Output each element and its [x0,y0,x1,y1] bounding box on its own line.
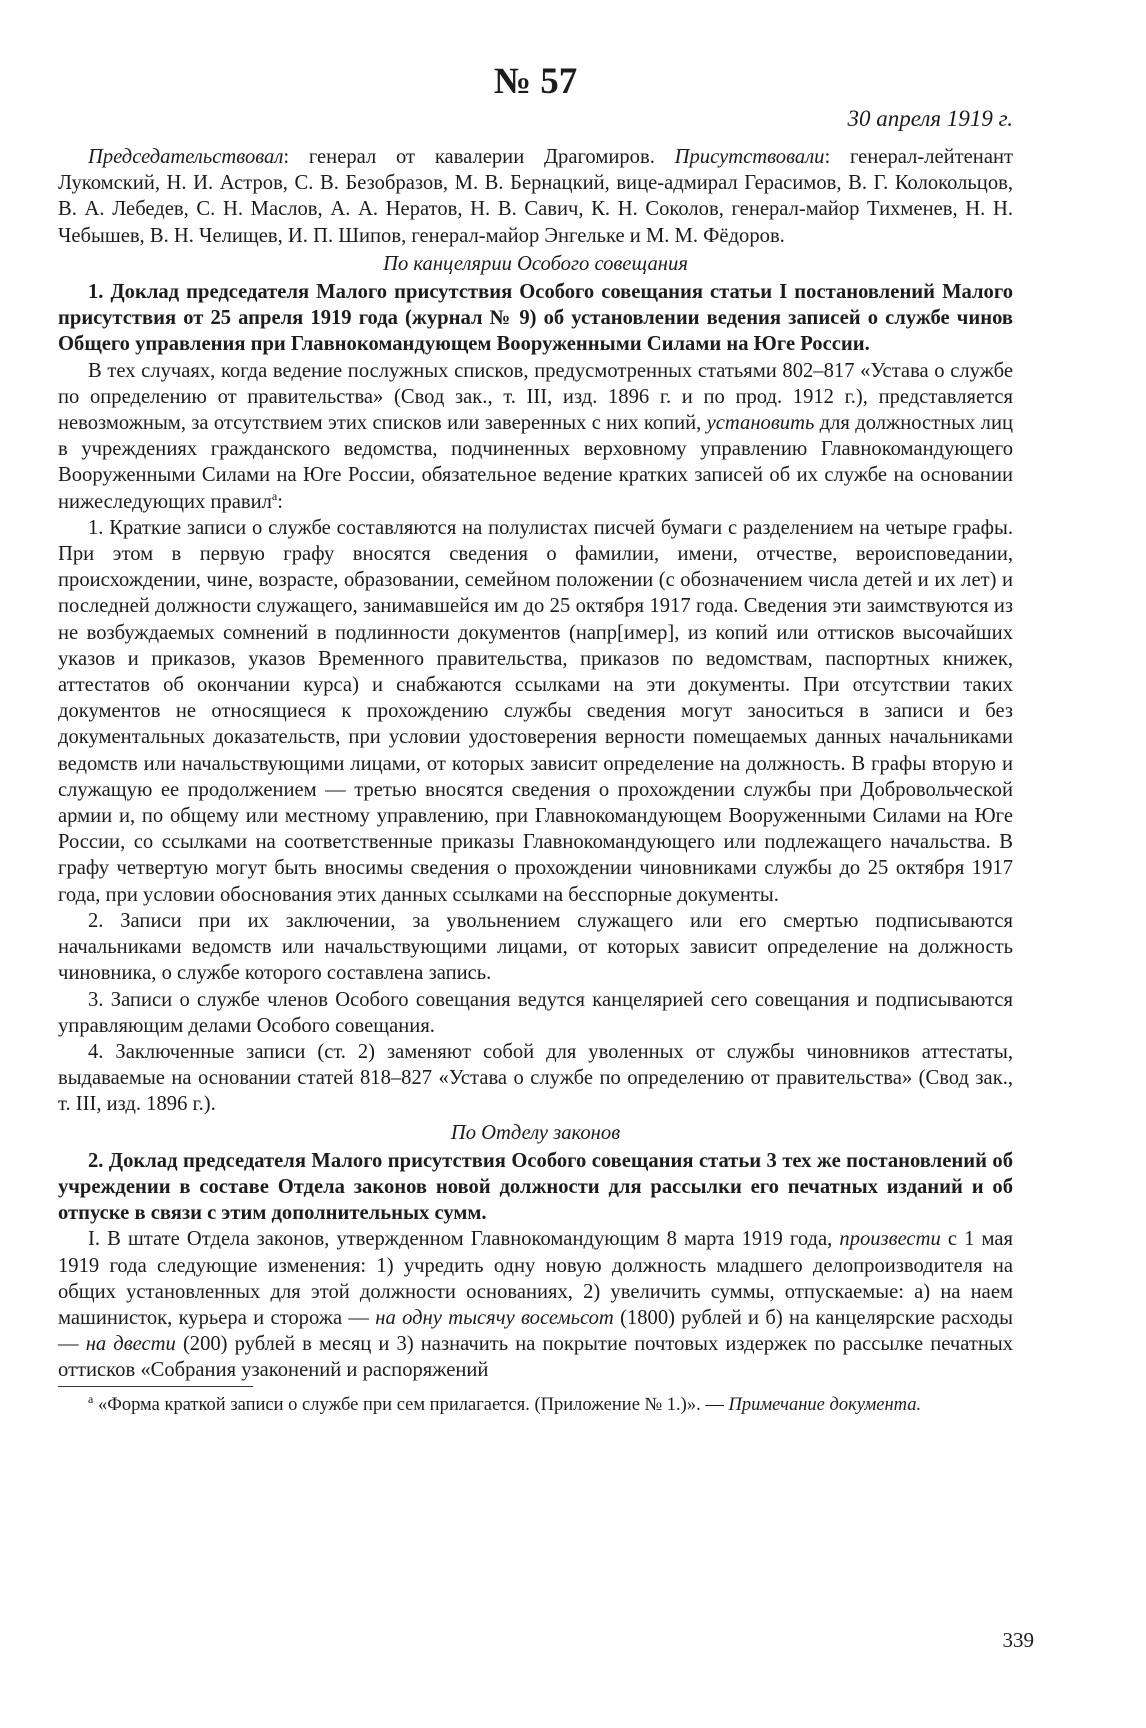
present-label: Присутствовали [674,146,825,168]
document-page [58,60,1013,1417]
chair-label: Председательствовал [88,146,284,168]
p1-text-b: с 1 мая 1919 года следующие изменения: 1) учредить одну новую должность младшего делопроизводителя на общих установленных для этой должности основаниях, 2) увеличить суммы, отпускаемые: а) на наем машинисток, курьера и сторожа — [58,1228,1014,1329]
footnote-divider [58,1386,253,1387]
present-text: : генерал-лейтенант Лукомский, Н. И. Астров, С. В. Безобразов, М. В. Бернацкий, вице-адмирал Герасимов, В. Г. Колокольцов, В. А. Лебедев, С. Н. Маслов, А. А. Нератов, Н. В. Савич, К. Н. Соколов, генерал-майор Тихменев, Н. Н. Чебышев, В. Н. Челищев, И. П. Шипов, генерал-майор Энгельке и М. М. Фёдоров. [58,146,1013,247]
intro-text-a: В тех случаях, когда ведение послужных списков, предусмотренных статьями 802–817 «Устава о службе по определению от правительства» (Свод зак., т. III, изд. 1896 г. и по прод. 1912 г.), представляется невозможным, за отсутствием этих списков или заверенных с них копий, [58,359,1013,435]
item-1-title: 1. Доклад председателя Малого присутствия Особого совещания статьи I постановлений Малого присутствия от 25 апреля 1919 года (журнал № 9) об установлении ведения записей о службе чинов Общего управления при Главнокомандующем Вооруженными Силами на Юге России. [58,281,1013,356]
intro-text-b: для должностных лиц в учреждениях гражданского ведомства, подчиненных верховному управлению Главнокомандующего Вооруженными Силами на Юге России, обязательное ведение кратких записей об их службе на основании нижеследующих правил [58,412,1013,513]
page-number: 339 [1002,1628,1034,1652]
p1-emphasis-3: на двести [85,1333,176,1356]
p1-text-a: I. В штате Отдела законов, утвержденном Главнокомандующим 8 марта 1919 года, [88,1228,840,1251]
document-date: 30 апреля 1919 г. [847,106,1013,131]
section-heading-laws: По Отделу законов [450,1121,621,1144]
footnote-text: «Форма краткой записи о службе при сем прилагается. (Приложение № 1.)». — [93,1394,729,1415]
p1-text-d: (200) рублей в месяц и 3) назначить на покрытие почтовых издержек по рассылке печатных оттисков «Собрания узаконений и распоряжений [58,1333,1013,1382]
footnote [58,1393,1013,1417]
footnote-mark: а [88,1391,94,1406]
attendance-paragraph [58,144,1013,249]
p1-emphasis-1: произвести [839,1228,941,1251]
rule-4: 4. Заключенные записи (ст. 2) заменяют собой для уволенных от службы чиновников аттестаты, выдаваемые на основании статей 818–827 «Устава о службе по определению от правительства» (Свод зак., т. III, изд. 1896 г.). [58,1040,1013,1116]
p1-text-c: (1800) рублей и б) на канцелярские расходы — [58,1306,1013,1356]
rule-2: 2. Записи при их заключении, за увольнением служащего или его смертью подписываются начальниками ведомств или начальствующими лицами, от которых зависит определение на должность чиновника, о службе которого составлена запись. [58,909,1013,985]
item-2-paragraph-1 [58,1226,1013,1383]
rule-1: 1. Краткие записи о службе составляются на полулистах писчей бумаги с разделением на четыре графы. При этом в первую графу вносятся сведения о фамилии, имени, отчестве, вероисповедании, происхождении, чине, возрасте, образовании, семейном положении (с обозначением числа детей и их лет) и последней должности служащего, занимавшейся им до 25 октября 1917 года. Сведения эти заимствуются из не возбуждаемых сомнений в подлинности документов (напр[имер], из копий или оттисков высочайших указов и приказов, указов Временного правительства, приказов по ведомствам, паспортных книжек, аттестатов об окончании курса) и снабжаются ссылками на эти документы. При отсутствии таких документов не относящиеся к прохождению службы сведения могут заноситься в записи и без документальных доказательств, при условии удостоверения верности помещаемых данных начальниками ведомств или начальствующими лицами, от которых зависит определение на должность. В графы вторую и служащую ее продолжением — третью вносятся сведения о прохождении службы при Добровольческой армии и, по общему или местному управлению, при Главнокомандующем Вооруженными Силами на Юге России, со ссылками на соответственные приказы Главнокомандующего или подлежащего начальства. В графу четвертую могут быть вносимы сведения о прохождении чиновниками службы до 25 октября 1917 года, при условии обоснования этих данных ссылками на бесспорные документы. [58,516,1013,906]
rule-3: 3. Записи о службе членов Особого совещания ведутся канцелярией сего совещания и подписываются управляющим делами Особого совещания. [58,988,1013,1037]
intro-emphasis: установить [706,412,815,435]
document-number: № 57 [493,61,578,102]
chair-text: : генерал от кавалерии Драгомиров. [283,146,675,168]
footnote-ref: а [271,488,278,503]
p1-emphasis-2: на одну тысячу восемьсот [375,1306,614,1329]
item-1-intro [58,358,1013,515]
footnote-note: Примечание документа. [728,1394,922,1415]
intro-text-end: : [277,490,283,513]
item-2-title: 2. Доклад председателя Малого присутствия Особого совещания статьи 3 тех же постановлений об учреждении в составе Отдела законов новой должности для рассылки его печатных изданий и об отпуске в связи с этим дополнительных сумм. [58,1149,1013,1225]
section-heading-chancellery: По канцелярии Особого совещания [383,252,688,275]
